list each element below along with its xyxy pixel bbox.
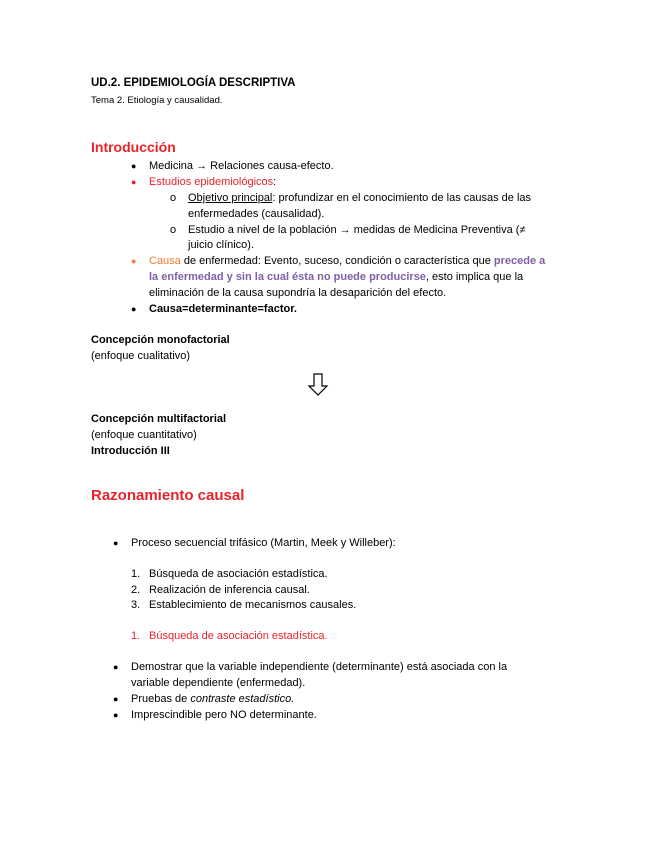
intro-bullet-causa-line3: eliminación de la causa supondría la desaparición del efecto.: [149, 287, 447, 299]
step-text: Establecimiento de mecanismos causales.: [149, 599, 357, 611]
intro-bullet-medicina: Medicina → Relaciones causa-efecto.: [149, 160, 334, 172]
sub-heading-number: 1.: [131, 630, 141, 642]
razonamiento-bullet-demostrar-line2: variable dependiente (enfermedad).: [131, 677, 306, 689]
bullet-icon: ●: [131, 256, 137, 266]
multi-title: Concepción multifactorial: [91, 413, 227, 425]
objetivo-label: Objetivo principal: [188, 192, 273, 204]
estudios-colon: :: [273, 176, 277, 188]
intro-bullet-causa: [149, 253, 545, 269]
intro-bullet-causa-line2: [149, 269, 523, 285]
bullet-icon: ●: [113, 710, 119, 720]
sub-bullet-objetivo-line2: enfermedades (causalidad).: [188, 208, 325, 220]
razonamiento-bullet-imprescindible: Imprescindible pero NO determinante.: [131, 709, 317, 721]
step-number: 3.: [131, 599, 141, 611]
objetivo-rest: : profundizar en el conocimiento de las causas de las: [272, 192, 532, 204]
circle-bullet-icon: o: [170, 192, 177, 204]
bullet-icon: ●: [113, 538, 119, 548]
razonamiento-heading: Razonamiento causal: [91, 487, 245, 504]
intro-iii-label: Introducción III: [91, 445, 170, 457]
document-subtitle: Tema 2. Etiología y causalidad.: [91, 95, 223, 106]
bullet-icon: ●: [113, 662, 119, 672]
step-text: Realización de inferencia causal.: [149, 584, 310, 596]
razonamiento-bullet-proceso: Proceso secuencial trifásico (Martin, Meek y Willeber):: [131, 537, 396, 549]
step-text: Búsqueda de asociación estadística.: [149, 568, 328, 580]
intro-bullet-determinante: Causa=determinante=factor.: [149, 303, 297, 315]
intro-heading: Introducción: [91, 139, 176, 155]
mono-title: Concepción monofactorial: [91, 334, 230, 346]
causa-def: de enfermedad: Evento, suceso, condición o característica que: [180, 255, 494, 267]
bullet-icon: ●: [131, 161, 137, 171]
bullet-icon: ●: [113, 694, 119, 704]
causa-highlight-2: la enfermedad y sin la cual ésta no puede producirse: [149, 271, 426, 283]
pruebas-text: Pruebas de: [131, 693, 191, 705]
sub-heading: Búsqueda de asociación estadística.: [149, 630, 328, 642]
estudios-label: Estudios epidemiológicos: [149, 176, 274, 188]
causa-implica: , esto implica que la: [425, 271, 524, 283]
sub-bullet-estudio-line2: juicio clínico).: [188, 239, 255, 251]
sub-bullet-objetivo: [188, 190, 565, 206]
bullet-icon: ●: [131, 177, 137, 187]
intro-bullet-estudios: [149, 174, 276, 190]
step-number: 1.: [131, 568, 141, 580]
causa-label: Causa: [149, 255, 181, 267]
sub-bullet-estudio: Estudio a nivel de la población → medidas de Medicina Preventiva (≠: [188, 224, 526, 236]
circle-bullet-icon: o: [170, 224, 177, 236]
mono-subtitle: (enfoque cualitativo): [91, 350, 191, 362]
causa-highlight: precede a: [493, 255, 546, 267]
document-title: UD.2. EPIDEMIOLOGÍA DESCRIPTIVA: [91, 77, 296, 89]
step-number: 2.: [131, 584, 141, 596]
pruebas-italic: contraste estadístico.: [190, 693, 295, 705]
down-arrow-icon: [307, 373, 329, 397]
multi-subtitle: (enfoque cuantitativo): [91, 429, 197, 441]
razonamiento-bullet-pruebas: [131, 691, 294, 707]
razonamiento-bullet-demostrar: Demostrar que la variable independiente (determinante) está asociada con la: [131, 661, 508, 673]
bullet-icon: ●: [131, 304, 137, 314]
